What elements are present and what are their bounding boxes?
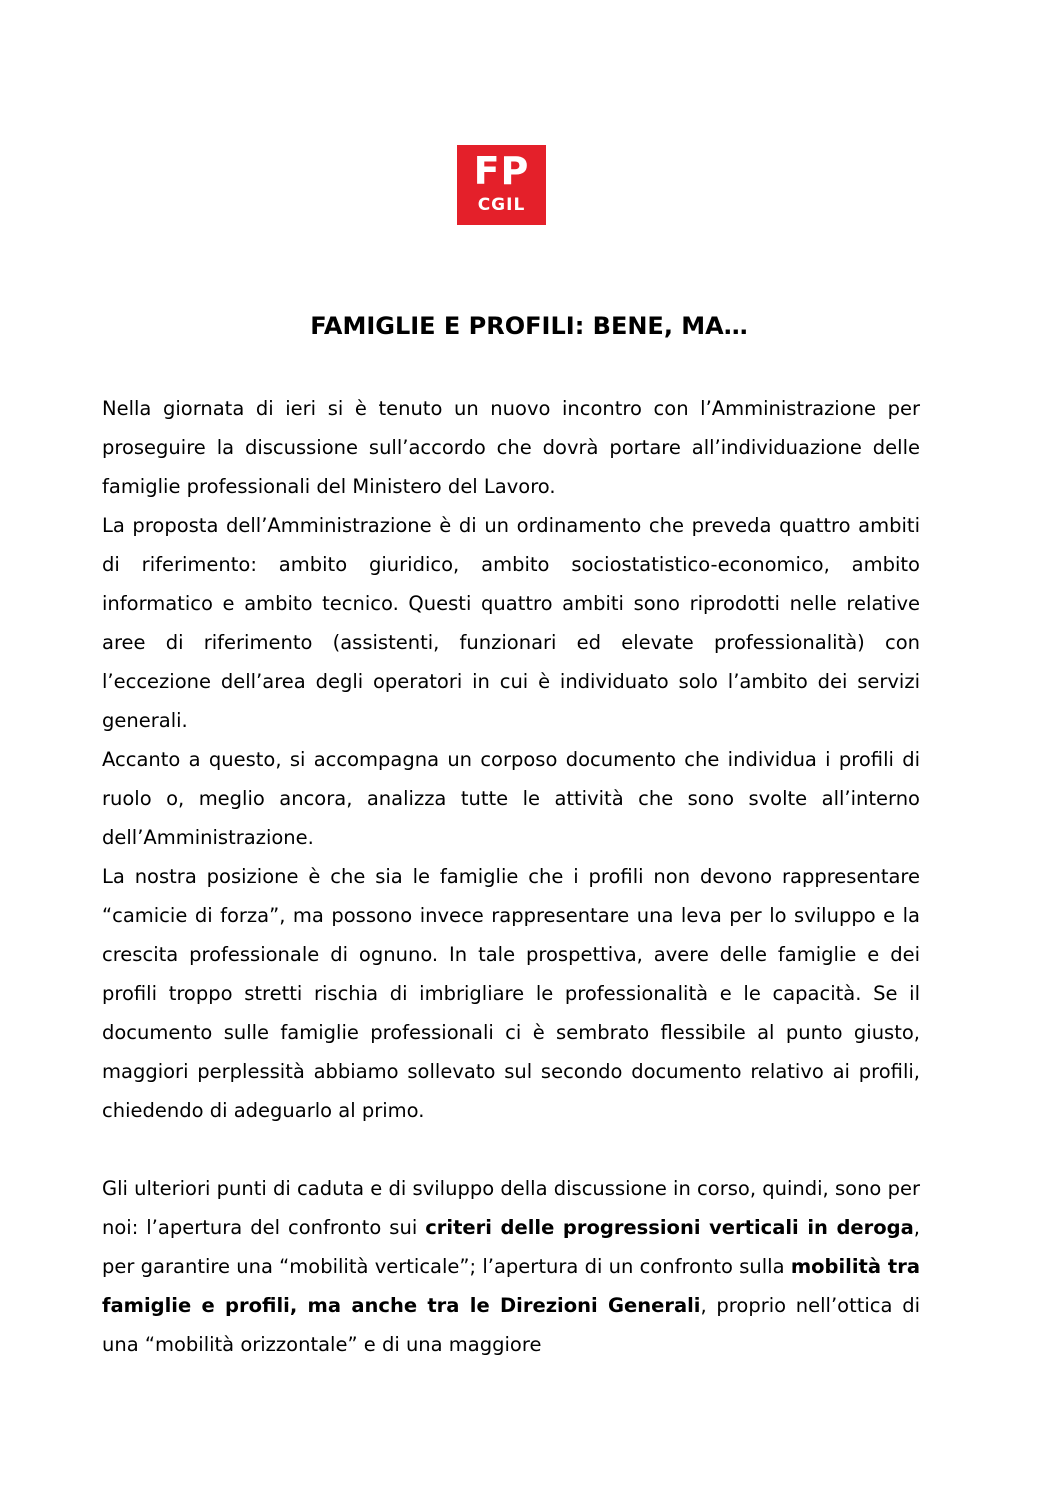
logo-line-fp: FP bbox=[473, 149, 530, 193]
fp-cgil-logo bbox=[457, 145, 546, 225]
paragraph-5-text-1: Gli ulteriori punti di caduta e di sviluppo della discussione in corso, quindi, sono per noi: l’apertura del confronto sui bbox=[102, 1177, 920, 1239]
paragraph-4: La nostra posizione è che sia le famiglie che i profili non devono rappresentare “camicie di forza”, ma possono invece rappresentare una leva per lo sviluppo e la crescita professionale di ognuno. In tale prospettiva, avere delle famiglie e dei profili troppo stretti rischia di imbrigliare le professionalità e le capacità. Se il documento sulle famiglie professionali ci è sembrato flessibile al punto giusto, maggiori perplessità abbiamo sollevato sul secondo documento relativo ai profili, chiedendo di adeguarlo al primo. bbox=[102, 865, 920, 1122]
paragraph-3: Accanto a questo, si accompagna un corposo documento che individua i profili di ruolo o, meglio ancora, analizza tutte le attività che sono svolte all’interno dell’Amministrazione. bbox=[102, 748, 920, 849]
document-body bbox=[102, 389, 920, 1364]
paragraph-1: Nella giornata di ieri si è tenuto un nuovo incontro con l’Amministrazione per proseguire la discussione sull’accordo che dovrà portare all’individuazione delle famiglie professionali del Ministero del Lavoro. bbox=[102, 397, 920, 498]
paragraph-spacer bbox=[102, 1130, 920, 1169]
paragraph-5-text-3: , proprio nell’ottica di una “mobilità orizzontale” e di una maggiore bbox=[102, 1294, 920, 1356]
paragraph-5-bold-1: criteri delle progressioni verticali in deroga bbox=[425, 1216, 914, 1239]
paragraph-2: La proposta dell’Amministrazione è di un ordinamento che preveda quattro ambiti di riferimento: ambito giuridico, ambito sociostatistico-economico, ambito informatico e ambito tecnico. Questi quattro ambiti sono riprodotti nelle relative aree di riferimento (assistenti, funzionari ed elevate professionalità) con l’eccezione dell’area degli operatori in cui è individuato solo l’ambito dei servizi generali. bbox=[102, 514, 920, 732]
paragraph-5-text-2: , per garantire una “mobilità verticale”; l’apertura di un confronto sulla bbox=[102, 1216, 920, 1278]
logo-line-cgil: CGIL bbox=[477, 195, 526, 215]
document-title: FAMIGLIE E PROFILI: BENE, MA… bbox=[310, 312, 748, 340]
paragraph-5-bold-2: mobilità tra famiglie e profili, ma anche tra le Direzioni Generali bbox=[102, 1255, 920, 1317]
paragraph-5 bbox=[102, 1169, 920, 1364]
